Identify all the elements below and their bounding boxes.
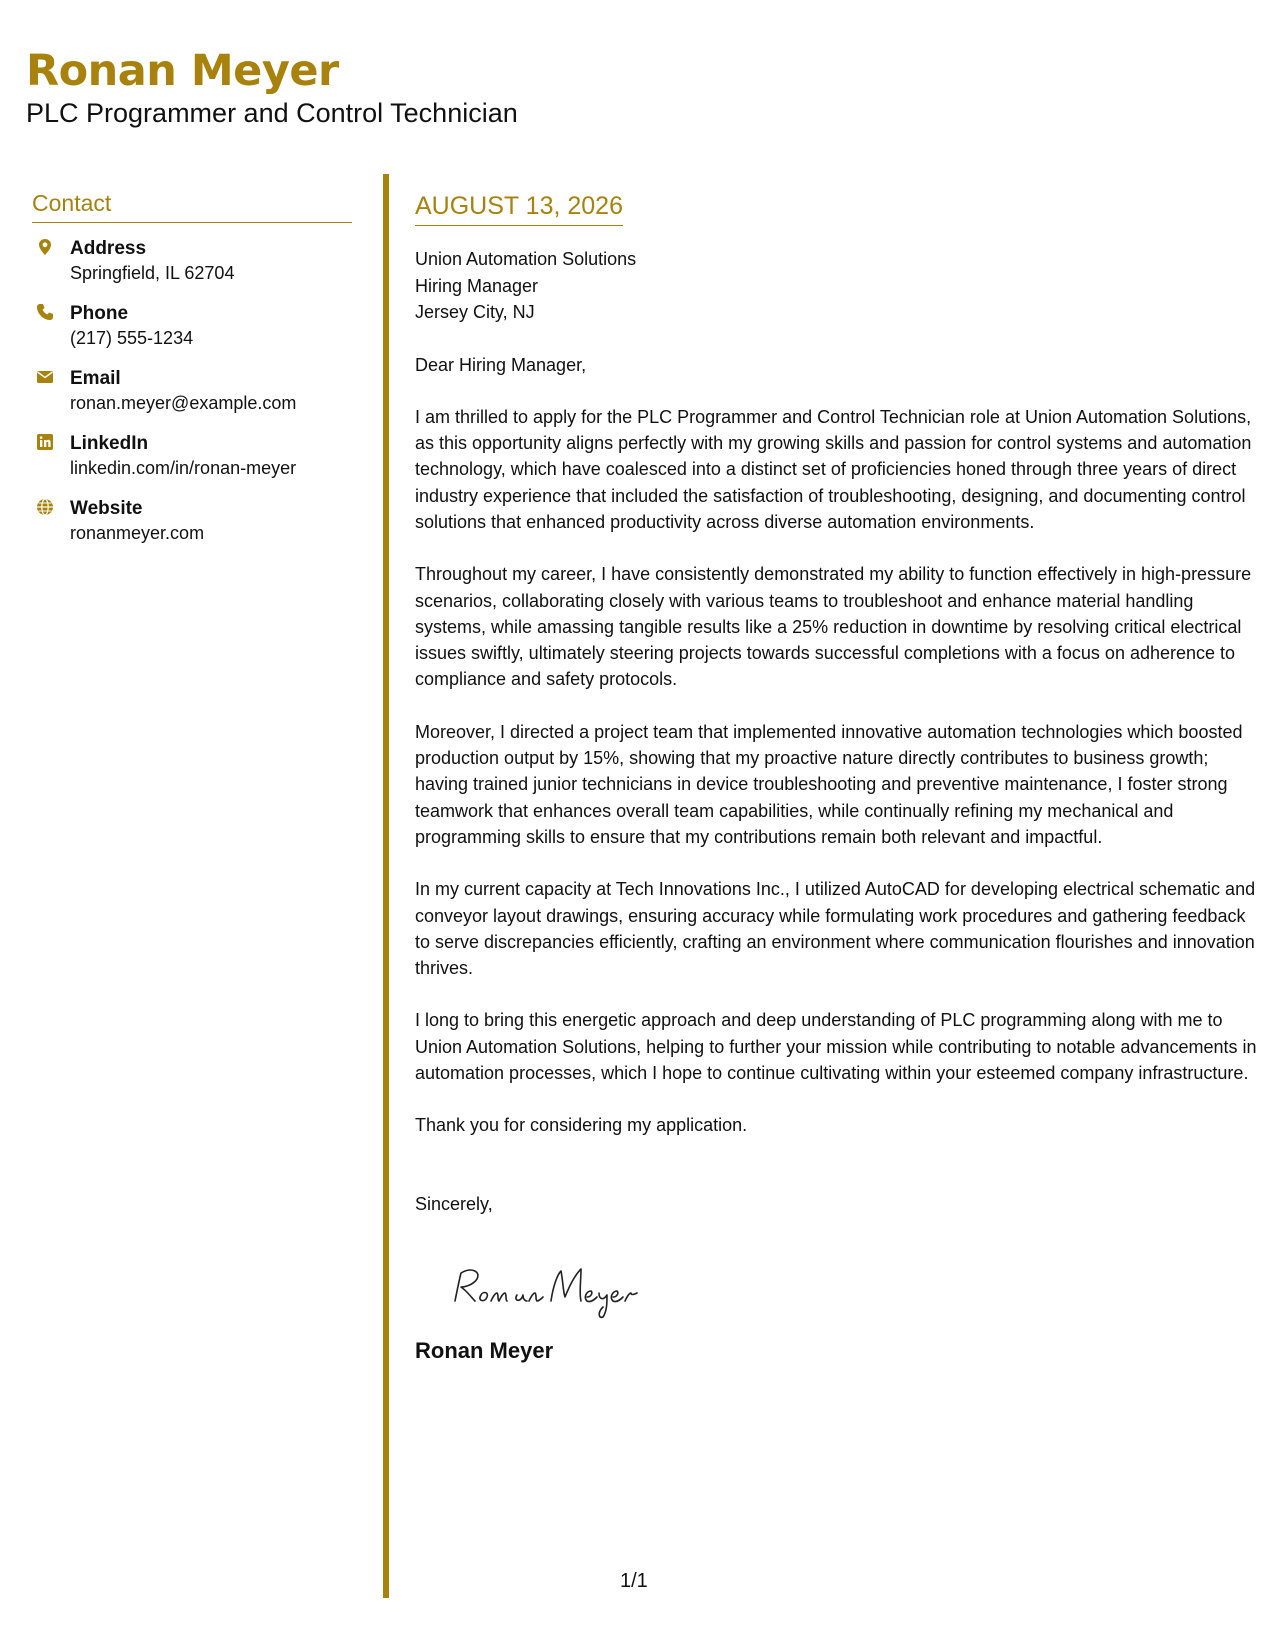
email-label: Email — [70, 368, 121, 389]
contact-website — [32, 497, 352, 546]
website-value: ronanmeyer.com — [70, 523, 205, 543]
address-value: Springfield, IL 62704 — [70, 263, 235, 283]
envelope-icon — [36, 368, 54, 386]
phone-label: Phone — [70, 303, 129, 324]
address-label: Address — [70, 238, 147, 259]
recipient-company: Union Automation Solutions — [415, 249, 637, 269]
paragraph-2: Throughout my career, I have consistently demonstrated my ability to function effectively in high-pressure scenarios, collaborating closely with various teams to troubleshoot and enhance material handling systems, while amassing tangible results like a 25% reduction in downtime by resolving critical electrical issues swiftly, ultimately steering projects towards successful completions with a focus on adherence to compliance and safety protocols. — [415, 564, 1252, 690]
recipient-role: Hiring Manager — [415, 275, 539, 296]
contact-sidebar — [32, 190, 352, 562]
signer-name: Ronan Meyer — [415, 1337, 554, 1363]
contact-heading: Contact — [32, 190, 352, 223]
website-label: Website — [70, 498, 143, 519]
applicant-title: PLC Programmer and Control Technician — [26, 98, 518, 128]
paragraph-thanks: Thank you for considering my application. — [415, 1115, 748, 1136]
linkedin-value: linkedin.com/in/ronan-meyer — [70, 458, 297, 478]
linkedin-icon — [36, 433, 54, 451]
recipient-block — [415, 246, 1257, 326]
letter-body — [415, 192, 1257, 1364]
contact-address — [32, 237, 352, 286]
salutation: Dear Hiring Manager, — [415, 354, 587, 375]
location-pin-icon — [36, 238, 54, 256]
contact-linkedin — [32, 432, 352, 481]
linkedin-label: LinkedIn — [70, 433, 149, 454]
email-value: ronan.meyer@example.com — [70, 393, 297, 413]
paragraph-4: In my current capacity at Tech Innovations Inc., I utilized AutoCAD for developing electrical schematic and conveyor layout drawings, ensuring accuracy while formulating work procedures and gathering feedback to serve discrepancies efficiently, crafting an environment where communication flourishes and innovation thrives. — [415, 879, 1256, 979]
paragraph-5: I long to bring this energetic approach and deep understanding of PLC programming along with me to Union Automation Solutions, helping to further your mission while contributing to notable advancements in automation processes, which I hope to continue cultivating within your esteemed company infrastructure. — [415, 1010, 1257, 1084]
applicant-name: Ronan Meyer — [26, 46, 339, 96]
page-number: 1/1 — [620, 1570, 648, 1592]
paragraph-3: Moreover, I directed a project team that implemented innovative automation technologies which boosted production output by 15%, showing that my proactive nature directly contributes to business growth; having trained junior technicians in device troubleshooting and preventive maintenance, I foster strong teamwork that enhances overall team capabilities, while continually refining my mechanical and programming skills to ensure that my contributions remain both relevant and impactful. — [415, 721, 1243, 847]
globe-icon — [36, 498, 54, 516]
paragraph-1: I am thrilled to apply for the PLC Programmer and Control Technician role at Union Automation Solutions, as this opportunity aligns perfectly with my growing skills and passion for control systems and automation technology, which have coalesced into a distinct set of proficiencies honed through three years of direct industry experience that included the satisfaction of troubleshooting, designing, and documenting control solutions that enhanced productivity across diverse automation environments. — [415, 406, 1252, 532]
phone-value: (217) 555-1234 — [70, 328, 194, 348]
contact-email — [32, 367, 352, 416]
recipient-location: Jersey City, NJ — [415, 302, 535, 322]
contact-phone — [32, 302, 352, 351]
phone-icon — [36, 303, 54, 321]
letter-date: AUGUST 13, 2026 — [415, 192, 623, 226]
closing: Sincerely, — [415, 1193, 493, 1214]
handwritten-signature — [441, 1257, 661, 1321]
column-divider — [383, 174, 389, 1598]
